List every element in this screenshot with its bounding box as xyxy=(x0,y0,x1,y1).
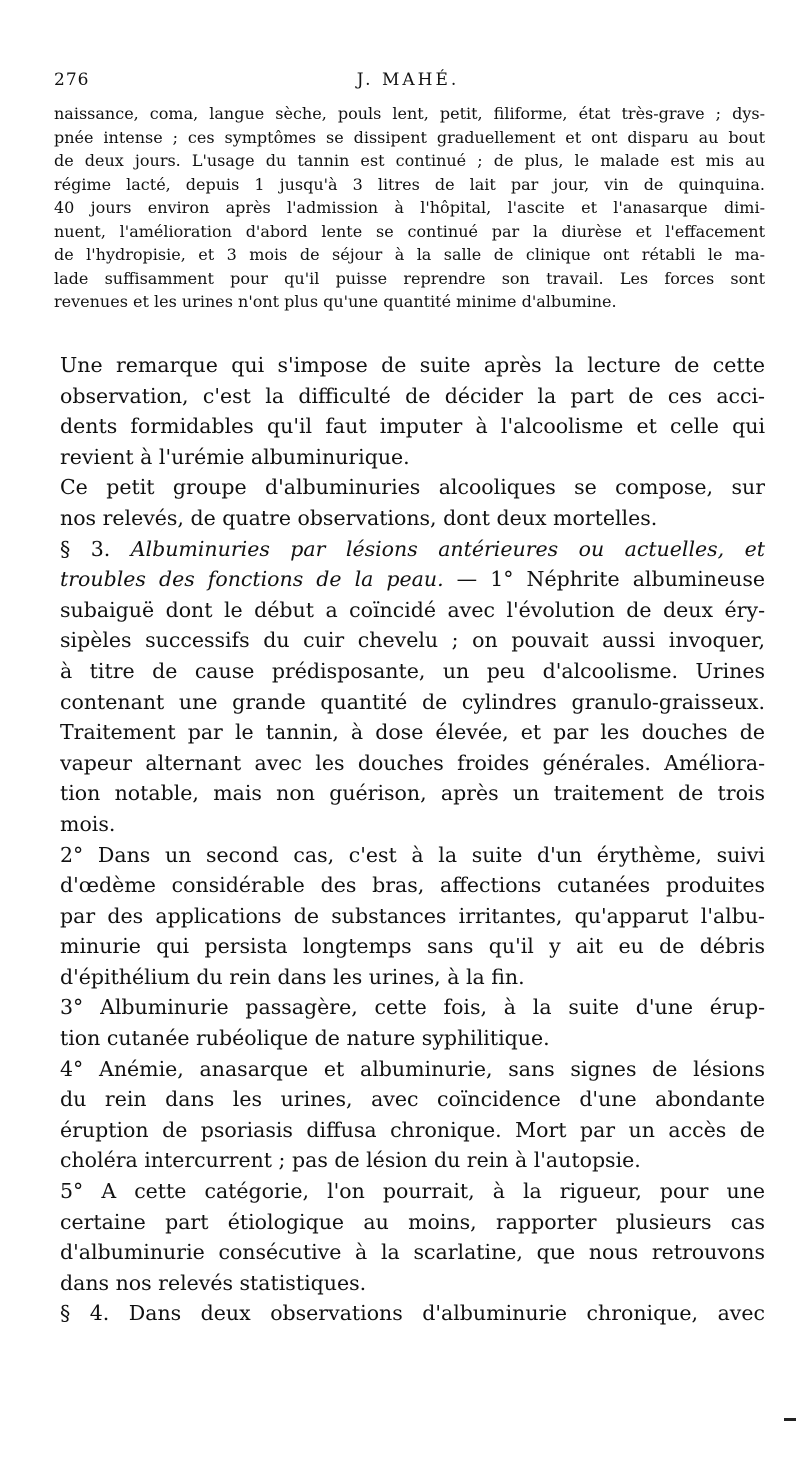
text-run: 5° A cette catégorie, l'on pourrait, à la rigueur, pour une xyxy=(60,1179,765,1204)
case-report-small-print xyxy=(54,102,765,314)
body-text-line xyxy=(60,748,765,779)
text-run: contenant une grande quantité de cylindres granulo-graisseux. xyxy=(60,689,765,714)
text-run: d'œdème considérable des bras, affections cutanées produites xyxy=(60,873,765,898)
body-text-line xyxy=(60,1237,765,1268)
italic-text: Albuminuries par lésions antérieures ou actuelles, et xyxy=(130,536,765,561)
page-edge-mark xyxy=(784,1418,796,1421)
text-run: Ce petit groupe d'albuminuries alcooliques se compose, sur xyxy=(60,475,765,500)
text-run: observation, c'est la difficulté de décider la part de ces acci- xyxy=(60,383,765,408)
text-run: tion cutanée rubéolique de nature syphilitique. xyxy=(60,1026,550,1051)
body-text-line xyxy=(60,503,765,534)
page-number: 276 xyxy=(54,70,90,90)
text-run: sipèles successifs du cuir chevelu ; on pouvait aussi invoquer, xyxy=(60,628,765,653)
small-text-line: revenues et les urines n'ont plus qu'une quantité minime d'albumine. xyxy=(54,292,617,311)
text-run: § 4. Dans deux observations d'albuminurie chronique, avec xyxy=(60,1301,765,1326)
text-run: certaine part étiologique au moins, rapporter plusieurs cas xyxy=(60,1209,765,1234)
body-text-line xyxy=(60,625,765,656)
body-text-line xyxy=(60,1054,765,1085)
body-text-line xyxy=(60,411,765,442)
small-text-line: nuent, l'amélioration d'abord lente se continué par la diurèse et l'effacement xyxy=(54,221,765,241)
main-body-text xyxy=(60,350,765,1329)
text-run: éruption de psoriasis diffusa chronique. Mort par un accès de xyxy=(60,1117,765,1142)
small-text-line: pnée intense ; ces symptômes se dissipent graduellement et ont disparu au bout xyxy=(54,127,765,147)
small-text-line: régime lacté, depuis 1 jusqu'à 3 litres de lait par jour, vin de quinquina. xyxy=(54,174,765,194)
body-text-line xyxy=(60,442,765,473)
text-run: d'albuminurie consécutive à la scarlatine, que nous retrouvons xyxy=(60,1240,765,1265)
small-text-line: 40 jours environ après l'admission à l'hôpital, l'ascite et l'anasarque dimi- xyxy=(54,198,765,217)
text-run: tion notable, mais non guérison, après un traitement de trois xyxy=(60,781,765,806)
body-text-line xyxy=(60,962,765,993)
text-run: 3° Albuminurie passagère, cette fois, à la suite d'une érup- xyxy=(60,995,765,1020)
small-text-line: lade suffisamment pour qu'il puisse reprendre son travail. Les forces sont xyxy=(54,268,765,288)
text-run: Traitement par le tannin, à dose élevée, et par les douches de xyxy=(60,720,765,745)
body-text-line xyxy=(60,1145,765,1176)
body-text-line xyxy=(60,350,765,381)
body-text-line xyxy=(60,778,765,809)
text-run: revient à l'urémie albuminurique. xyxy=(60,444,410,469)
text-run: 2° Dans un second cas, c'est à la suite d'un érythème, suivi xyxy=(60,842,765,867)
text-run: dans nos relevés statistiques. xyxy=(60,1270,367,1295)
body-text-line xyxy=(60,1115,765,1146)
text-run: à titre de cause prédisposante, un peu d'alcoolisme. Urines xyxy=(60,658,765,683)
body-text-line xyxy=(60,1268,765,1299)
small-text-line: de l'hydropisie, et 3 mois de séjour à la salle de clinique ont rétabli le ma- xyxy=(54,245,765,264)
text-run: § 3. xyxy=(60,536,131,561)
body-text-line xyxy=(60,564,765,595)
text-run: choléra intercurrent ; pas de lésion du rein à l'autopsie. xyxy=(60,1148,641,1173)
body-text-line xyxy=(60,1023,765,1054)
body-text-line xyxy=(60,931,765,962)
body-text-line xyxy=(60,472,765,503)
text-run: — 1° Néphrite albumineuse xyxy=(443,567,765,592)
text-run: Une remarque qui s'impose de suite après la lecture de cette xyxy=(60,353,765,377)
text-run: d'épithélium du rein dans les urines, à la fin. xyxy=(60,964,525,989)
text-run: du rein dans les urines, avec coïncidence d'une abondante xyxy=(60,1087,765,1112)
body-text-line xyxy=(60,656,765,687)
body-text-line xyxy=(60,840,765,871)
text-run: subaiguë dont le début a coïncidé avec l'évolution de deux éry- xyxy=(60,597,765,622)
body-text-line xyxy=(60,1207,765,1238)
body-text-line xyxy=(60,534,765,565)
text-run: mois. xyxy=(60,811,116,836)
running-head xyxy=(54,70,762,100)
body-text-line xyxy=(60,1176,765,1207)
body-text-line xyxy=(60,901,765,932)
body-text-line xyxy=(60,595,765,626)
text-run: 4° Anémie, anasarque et albuminurie, sans signes de lésions xyxy=(60,1056,765,1081)
body-text-line xyxy=(60,809,765,840)
body-text-line xyxy=(60,381,765,412)
text-run: minurie qui persista longtemps sans qu'il y ait eu de débris xyxy=(60,934,765,959)
body-text-line xyxy=(60,687,765,718)
text-run: dents formidables qu'il faut imputer à l'alcoolisme et celle qui xyxy=(60,414,765,439)
body-text-line xyxy=(60,717,765,748)
text-run: vapeur alternant avec les douches froides générales. Améliora- xyxy=(60,750,765,775)
text-run: nos relevés, de quatre observations, dont deux mortelles. xyxy=(60,505,658,530)
body-text-line xyxy=(60,1298,765,1329)
small-text-line: de deux jours. L'usage du tannin est continué ; de plus, le malade est mis au xyxy=(54,151,765,170)
body-text-line xyxy=(60,1084,765,1115)
text-run: par des applications de substances irritantes, qu'apparut l'albu- xyxy=(60,903,765,928)
italic-text: troubles des fonctions de la peau. xyxy=(60,567,444,592)
body-text-line xyxy=(60,870,765,901)
running-head-author: J. MAHÉ. xyxy=(356,70,460,90)
small-text-line: naissance, coma, langue sèche, pouls lent, petit, filiforme, état très-grave ; dys- xyxy=(54,104,765,123)
body-text-line xyxy=(60,992,765,1023)
